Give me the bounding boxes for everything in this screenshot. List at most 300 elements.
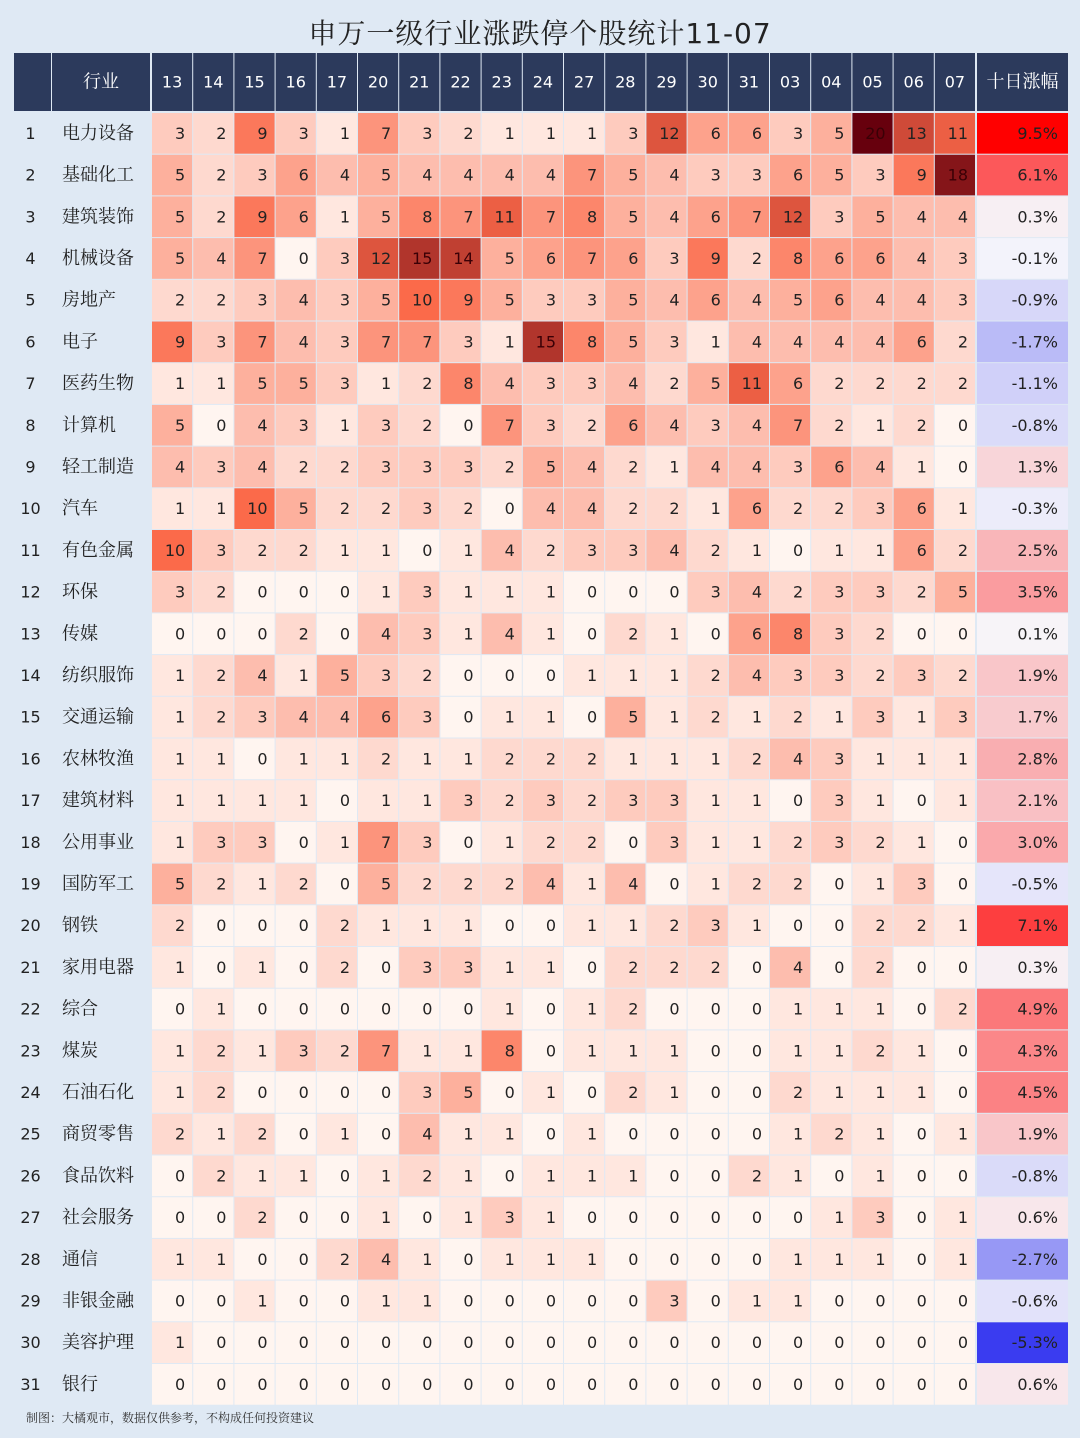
heat-cell-label: 3 xyxy=(298,415,309,435)
heat-cell-label: 0 xyxy=(587,957,598,977)
heat-cell xyxy=(811,864,851,905)
heat-cell xyxy=(935,864,975,905)
heat-cell-label: 1 xyxy=(628,916,639,936)
heat-cell-label: 3 xyxy=(381,457,392,477)
heat-cell-label: 5 xyxy=(298,374,309,394)
heat-cell xyxy=(811,905,851,946)
heat-cell-label: 1 xyxy=(422,1041,433,1061)
heat-cell xyxy=(564,1197,604,1238)
heat-cell-label: 2 xyxy=(875,624,886,644)
heat-cell-label: 4 xyxy=(751,665,762,685)
heat-cell-label: 0 xyxy=(710,624,721,644)
heat-cell xyxy=(523,155,563,196)
heat-cell-label: 0 xyxy=(175,1208,186,1228)
heat-cell xyxy=(276,1156,316,1197)
heat-cell xyxy=(399,989,439,1030)
heat-cell xyxy=(770,155,810,196)
heat-cell xyxy=(688,405,728,446)
heat-cell xyxy=(440,488,480,529)
heat-cell xyxy=(317,697,357,738)
heat-cell xyxy=(729,905,769,946)
heat-cell-label: 2 xyxy=(957,999,968,1019)
heat-cell-label: 7 xyxy=(381,1041,392,1061)
date-tick-label: 29 xyxy=(656,72,677,92)
heat-cell xyxy=(646,1114,686,1155)
heat-cell-label: 3 xyxy=(834,665,845,685)
heat-cell-label: 0 xyxy=(916,1249,927,1269)
heat-cell xyxy=(646,905,686,946)
heat-cell-label: 1 xyxy=(710,832,721,852)
heat-cell-label: 3 xyxy=(216,832,227,852)
heat-cell xyxy=(276,1364,316,1405)
heat-cell xyxy=(317,238,357,279)
heat-cell xyxy=(605,572,645,613)
heat-cell xyxy=(523,905,563,946)
heat-cell xyxy=(935,572,975,613)
heat-cell xyxy=(729,655,769,696)
heat-cell xyxy=(276,196,316,237)
heat-cell xyxy=(894,1239,934,1280)
heat-cell-label: 2 xyxy=(298,457,309,477)
heat-cell-label: 4 xyxy=(422,165,433,185)
heat-cell-label: 2 xyxy=(216,665,227,685)
row-index-label: 6 xyxy=(25,332,36,352)
heat-cell-label: 0 xyxy=(957,1333,968,1353)
heat-cell xyxy=(688,322,728,363)
heat-cell-label: 9 xyxy=(175,332,186,352)
heat-cell xyxy=(399,196,439,237)
heat-cell xyxy=(276,155,316,196)
heat-cell xyxy=(646,405,686,446)
heat-cell-label: 1 xyxy=(916,749,927,769)
heat-cell-label: 3 xyxy=(710,165,721,185)
heat-cell-label: 1 xyxy=(257,1041,268,1061)
change-cell-label: 1.9% xyxy=(1017,665,1058,685)
heat-cell-label: 1 xyxy=(669,665,680,685)
heat-cell-label: 5 xyxy=(628,332,639,352)
heat-cell xyxy=(605,822,645,863)
heat-cell xyxy=(894,322,934,363)
heat-cell xyxy=(729,238,769,279)
heat-cell xyxy=(729,488,769,529)
heat-cell-label: 7 xyxy=(587,248,598,268)
heat-cell xyxy=(152,572,192,613)
heat-cell-label: 0 xyxy=(710,1374,721,1394)
heat-cell xyxy=(399,1197,439,1238)
heat-cell xyxy=(770,1239,810,1280)
heat-cell xyxy=(317,1281,357,1322)
heat-cell-label: 3 xyxy=(587,290,598,310)
heat-cell xyxy=(564,655,604,696)
heat-cell-label: 0 xyxy=(463,1374,474,1394)
heat-cell-label: 1 xyxy=(628,749,639,769)
heat-cell-label: 3 xyxy=(545,791,556,811)
heat-cell xyxy=(358,322,398,363)
heat-cell xyxy=(894,1197,934,1238)
heat-cell-label: 6 xyxy=(793,374,804,394)
heat-cell-label: 0 xyxy=(834,957,845,977)
heat-cell-label: 3 xyxy=(793,123,804,143)
heat-cell xyxy=(852,1156,892,1197)
heat-cell-label: 0 xyxy=(381,1374,392,1394)
heat-cell xyxy=(193,1114,233,1155)
heat-cell xyxy=(770,447,810,488)
heat-cell xyxy=(317,1239,357,1280)
heat-cell xyxy=(152,989,192,1030)
heat-cell-label: 2 xyxy=(381,499,392,519)
heat-cell xyxy=(399,572,439,613)
row-industry-label: 房地产 xyxy=(62,289,116,311)
heat-cell-label: 1 xyxy=(463,624,474,644)
heat-cell xyxy=(399,1322,439,1363)
heat-cell-label: 5 xyxy=(628,707,639,727)
heat-cell-label: 0 xyxy=(834,1291,845,1311)
heat-cell xyxy=(770,1114,810,1155)
heat-cell xyxy=(276,613,316,654)
heat-cell-label: 3 xyxy=(298,123,309,143)
heat-cell xyxy=(193,280,233,321)
heat-cell xyxy=(523,572,563,613)
heat-cell xyxy=(358,1322,398,1363)
heat-cell xyxy=(399,155,439,196)
date-tick-label: 13 xyxy=(161,72,183,92)
heat-cell xyxy=(152,1364,192,1405)
heat-cell xyxy=(811,989,851,1030)
heat-cell xyxy=(440,447,480,488)
heat-cell-label: 0 xyxy=(463,665,474,685)
heat-cell-label: 0 xyxy=(298,1291,309,1311)
heat-cell-label: 1 xyxy=(957,1124,968,1144)
heat-cell xyxy=(482,905,522,946)
heat-cell xyxy=(688,989,728,1030)
heat-cell-label: 1 xyxy=(587,874,598,894)
heat-cell-label: 6 xyxy=(710,290,721,310)
heat-cell-label: 6 xyxy=(628,248,639,268)
heat-cell xyxy=(770,280,810,321)
heat-cell-label: 0 xyxy=(751,999,762,1019)
heat-cell-label: 6 xyxy=(834,290,845,310)
heat-cell xyxy=(852,322,892,363)
change-cell-label: 0.6% xyxy=(1017,1374,1058,1394)
heat-cell xyxy=(440,864,480,905)
row-industry-label: 机械设备 xyxy=(62,247,134,269)
heat-cell xyxy=(523,113,563,154)
heat-cell xyxy=(646,739,686,780)
heat-cell-label: 0 xyxy=(545,1291,556,1311)
heat-cell xyxy=(688,822,728,863)
heat-cell xyxy=(317,155,357,196)
heat-cell-label: 0 xyxy=(751,1082,762,1102)
heat-cell-label: 3 xyxy=(957,248,968,268)
heat-cell xyxy=(564,405,604,446)
heat-cell-label: 3 xyxy=(875,499,886,519)
heat-cell-label: 3 xyxy=(216,457,227,477)
heat-cell-label: 0 xyxy=(587,624,598,644)
heat-cell xyxy=(564,1322,604,1363)
heat-cell xyxy=(234,1281,274,1322)
heat-cell-label: 14 xyxy=(453,248,474,268)
heat-cell-label: 0 xyxy=(957,874,968,894)
heat-cell-label: 0 xyxy=(339,1082,350,1102)
heat-cell-label: 4 xyxy=(175,457,186,477)
heat-cell-label: 1 xyxy=(545,707,556,727)
heat-cell-label: 0 xyxy=(957,1041,968,1061)
heat-cell xyxy=(152,1156,192,1197)
heat-cell xyxy=(440,697,480,738)
heat-cell xyxy=(399,447,439,488)
heat-cell-label: 3 xyxy=(422,832,433,852)
heat-cell-label: 0 xyxy=(216,1333,227,1353)
heat-cell xyxy=(317,447,357,488)
heat-cell-label: 3 xyxy=(339,374,350,394)
heat-cell-label: 3 xyxy=(628,123,639,143)
heat-cell-label: 1 xyxy=(669,457,680,477)
heat-cell xyxy=(688,572,728,613)
row-index-label: 20 xyxy=(20,916,41,936)
heat-cell-label: 2 xyxy=(875,374,886,394)
row-industry-label: 国防军工 xyxy=(62,873,134,895)
heat-cell-label: 0 xyxy=(834,1374,845,1394)
heat-cell-label: 0 xyxy=(257,916,268,936)
heat-cell xyxy=(935,196,975,237)
heat-cell xyxy=(729,1072,769,1113)
heat-cell xyxy=(358,1281,398,1322)
heat-cell-label: 4 xyxy=(793,957,804,977)
heat-cell-label: 5 xyxy=(504,248,515,268)
heat-cell-label: 0 xyxy=(916,1124,927,1144)
heat-cell xyxy=(688,196,728,237)
heat-cell xyxy=(894,280,934,321)
heat-cell xyxy=(358,613,398,654)
heat-cell-label: 8 xyxy=(793,248,804,268)
heat-cell-label: 1 xyxy=(587,1249,598,1269)
heat-cell-label: 7 xyxy=(751,207,762,227)
heat-cell-label: 2 xyxy=(710,707,721,727)
heat-cell xyxy=(811,1322,851,1363)
heat-cell xyxy=(482,238,522,279)
heat-cell xyxy=(523,1281,563,1322)
row-index-label: 30 xyxy=(20,1333,41,1353)
heat-cell xyxy=(852,1239,892,1280)
heat-cell xyxy=(152,655,192,696)
heat-cell xyxy=(523,947,563,988)
heat-cell xyxy=(193,780,233,821)
heat-cell-label: 4 xyxy=(916,248,927,268)
heat-cell-label: 1 xyxy=(875,874,886,894)
heat-cell xyxy=(646,363,686,404)
heat-cell xyxy=(358,739,398,780)
heat-cell xyxy=(605,697,645,738)
heat-cell-label: 0 xyxy=(957,832,968,852)
heat-cell-label: 2 xyxy=(298,874,309,894)
heat-cell xyxy=(482,447,522,488)
heat-cell-label: 4 xyxy=(504,165,515,185)
heat-cell xyxy=(234,905,274,946)
heat-cell xyxy=(276,113,316,154)
row-industry-label: 环保 xyxy=(62,581,98,603)
heat-cell xyxy=(729,1030,769,1071)
heat-cell xyxy=(688,155,728,196)
heat-cell-label: 4 xyxy=(298,707,309,727)
heat-cell-label: 1 xyxy=(545,1208,556,1228)
heat-cell xyxy=(564,905,604,946)
heat-cell-label: 1 xyxy=(381,1166,392,1186)
heat-cell xyxy=(811,488,851,529)
row-index-label: 2 xyxy=(25,165,36,185)
heat-cell-label: 0 xyxy=(504,916,515,936)
heat-cell xyxy=(317,947,357,988)
heat-cell xyxy=(523,1239,563,1280)
date-tick-label: 04 xyxy=(821,72,842,92)
change-cell-label: -0.8% xyxy=(1011,415,1058,435)
heat-cell-label: 0 xyxy=(257,582,268,602)
heat-cell-label: 0 xyxy=(751,1208,762,1228)
heat-cell xyxy=(523,1197,563,1238)
heat-cell-label: 1 xyxy=(587,1124,598,1144)
date-tick-label: 06 xyxy=(903,72,924,92)
heat-cell xyxy=(852,655,892,696)
change-cell-label: -0.9% xyxy=(1011,290,1058,310)
heat-cell xyxy=(729,1197,769,1238)
heat-cell xyxy=(852,905,892,946)
heat-cell-label: 3 xyxy=(257,832,268,852)
row-industry-label: 电力设备 xyxy=(62,122,134,144)
heat-cell-label: 0 xyxy=(257,749,268,769)
heat-cell xyxy=(482,572,522,613)
heat-cell-label: 0 xyxy=(710,1333,721,1353)
heat-cell-label: 0 xyxy=(751,1374,762,1394)
heat-cell xyxy=(935,1114,975,1155)
row-index-label: 28 xyxy=(20,1249,41,1269)
heat-cell-label: 1 xyxy=(463,916,474,936)
heat-cell-label: 3 xyxy=(793,665,804,685)
heat-cell-label: 0 xyxy=(545,1333,556,1353)
heat-cell-label: 1 xyxy=(916,1041,927,1061)
heat-cell-label: 2 xyxy=(422,374,433,394)
heat-cell xyxy=(482,655,522,696)
heat-cell xyxy=(894,238,934,279)
heat-cell xyxy=(193,322,233,363)
heat-cell xyxy=(770,613,810,654)
heat-cell xyxy=(440,113,480,154)
heat-cell-label: 0 xyxy=(504,1166,515,1186)
heat-cell xyxy=(152,905,192,946)
heat-cell xyxy=(894,196,934,237)
heat-cell-label: 2 xyxy=(216,707,227,727)
heat-cell-label: 0 xyxy=(751,1333,762,1353)
heat-cell-label: 1 xyxy=(875,540,886,560)
heat-cell-label: 8 xyxy=(422,207,433,227)
heat-cell-label: 0 xyxy=(504,1291,515,1311)
row-industry-label: 美容护理 xyxy=(62,1332,134,1354)
heat-cell xyxy=(688,488,728,529)
heat-cell xyxy=(688,1364,728,1405)
heat-cell xyxy=(523,530,563,571)
heat-cell-label: 8 xyxy=(587,332,598,352)
heat-cell-label: 4 xyxy=(504,374,515,394)
heat-cell-label: 1 xyxy=(834,1041,845,1061)
row-industry-label: 社会服务 xyxy=(62,1207,134,1229)
heat-cell xyxy=(523,1322,563,1363)
date-tick-label: 27 xyxy=(573,72,595,92)
heat-cell-label: 2 xyxy=(793,582,804,602)
heat-cell xyxy=(317,989,357,1030)
heat-cell xyxy=(358,155,398,196)
row-index-label: 4 xyxy=(25,248,36,268)
heat-cell-label: 11 xyxy=(494,207,515,227)
heat-cell xyxy=(399,405,439,446)
heat-cell xyxy=(894,1114,934,1155)
heat-cell xyxy=(935,1197,975,1238)
heat-cell-label: 1 xyxy=(587,1166,598,1186)
heat-cell-label: 3 xyxy=(545,415,556,435)
heat-cell-label: 0 xyxy=(257,1374,268,1394)
heat-cell-label: 0 xyxy=(834,874,845,894)
heat-cell xyxy=(811,613,851,654)
heat-cell xyxy=(440,1281,480,1322)
heat-cell-label: 2 xyxy=(298,624,309,644)
heat-cell-label: 2 xyxy=(257,540,268,560)
heat-cell-label: 2 xyxy=(216,874,227,894)
heat-cell-label: 3 xyxy=(710,582,721,602)
row-industry-label: 计算机 xyxy=(62,414,116,436)
heat-cell-label: 1 xyxy=(381,582,392,602)
heat-cell-label: 3 xyxy=(834,624,845,644)
heat-cell-label: 6 xyxy=(381,707,392,727)
heat-cell-label: 1 xyxy=(751,1291,762,1311)
heat-cell xyxy=(276,238,316,279)
heat-cell-label: 2 xyxy=(587,832,598,852)
heat-cell xyxy=(317,322,357,363)
heat-cell xyxy=(399,905,439,946)
heat-cell xyxy=(399,1364,439,1405)
heat-cell xyxy=(811,447,851,488)
row-index-label: 5 xyxy=(25,290,36,310)
change-cell-label: 4.9% xyxy=(1017,999,1058,1019)
heat-cell-label: 1 xyxy=(339,207,350,227)
heat-cell-label: 3 xyxy=(463,457,474,477)
heat-cell-label: 2 xyxy=(916,582,927,602)
heat-cell xyxy=(234,864,274,905)
heat-cell-label: 5 xyxy=(710,374,721,394)
heat-cell-label: 0 xyxy=(916,1166,927,1186)
heat-cell xyxy=(523,864,563,905)
heat-cell xyxy=(605,196,645,237)
heat-cell xyxy=(234,280,274,321)
heat-cell-label: 0 xyxy=(957,957,968,977)
heat-cell xyxy=(852,1072,892,1113)
heat-cell xyxy=(317,1114,357,1155)
heat-cell xyxy=(276,655,316,696)
heat-cell xyxy=(523,447,563,488)
heat-cell-label: 0 xyxy=(504,1082,515,1102)
heat-cell-label: 4 xyxy=(545,499,556,519)
heat-cell xyxy=(852,989,892,1030)
heat-cell-label: 0 xyxy=(216,1291,227,1311)
change-cell-label: 0.3% xyxy=(1017,957,1058,977)
heat-cell-label: 4 xyxy=(834,332,845,352)
heat-cell-label: 6 xyxy=(751,499,762,519)
heat-cell xyxy=(564,447,604,488)
heat-cell xyxy=(234,1030,274,1071)
heat-cell-label: 1 xyxy=(504,582,515,602)
heat-cell xyxy=(317,1364,357,1405)
heat-cell-label: 4 xyxy=(504,624,515,644)
heat-cell xyxy=(358,488,398,529)
heat-cell-label: 0 xyxy=(175,1166,186,1186)
heat-cell xyxy=(894,739,934,780)
heat-cell xyxy=(152,363,192,404)
